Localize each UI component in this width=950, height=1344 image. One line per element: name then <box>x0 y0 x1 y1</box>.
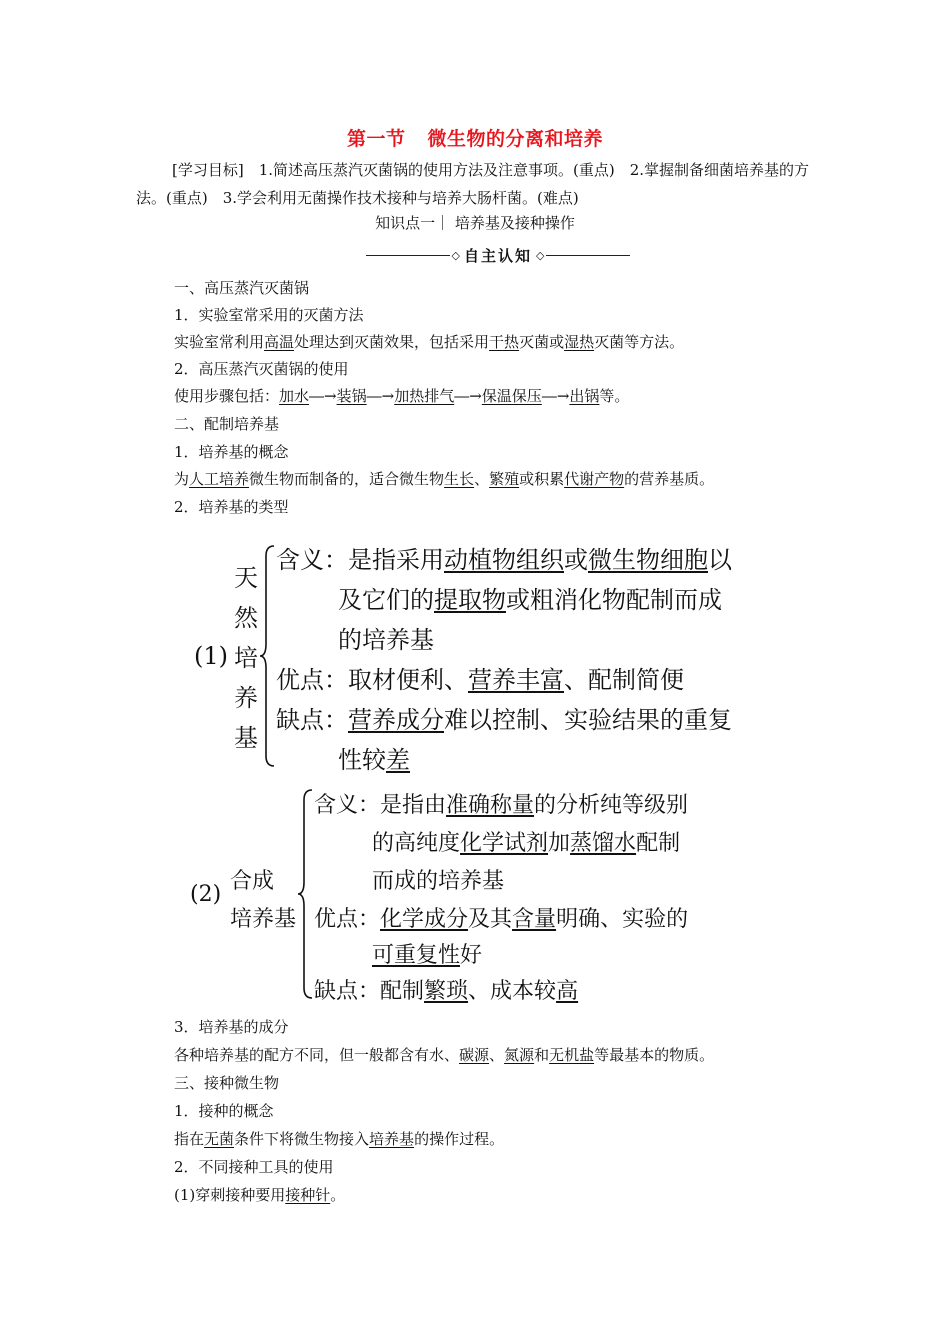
label-char: 基 <box>234 724 258 752</box>
sub-heading: 3．培养基的成分 <box>174 1018 289 1036</box>
disadvantages-line: 缺点：营养成分难以控制、实验结果的重复 <box>276 706 732 734</box>
answer-blank: 可重复性 <box>372 943 461 968</box>
answer-blank: 繁殖 <box>489 470 520 488</box>
arrow-icon: ―→ <box>366 387 395 405</box>
answer-blank: 无机盐 <box>549 1046 595 1064</box>
diamond-icon: ◇ <box>536 248 545 262</box>
sub-heading: 1．实验室常采用的灭菌方法 <box>174 306 364 324</box>
definition-line: 含义：是指采用动植物组织或微生物细胞以 <box>276 546 732 574</box>
answer-blank: 化学成分 <box>380 907 469 932</box>
answer-blank: 培养基 <box>369 1130 415 1148</box>
answer-blank: 人工培养 <box>189 470 250 488</box>
answer-blank: 碳源 <box>459 1046 490 1064</box>
answer-blank: 营养成分 <box>348 706 444 734</box>
answer-blank: 氮源 <box>504 1046 535 1064</box>
label-char: 培 <box>234 644 258 672</box>
disadvantages-line: 性较差 <box>338 746 410 774</box>
item-number: (1) <box>194 642 228 670</box>
answer-blank: 微生物细胞 <box>588 546 708 574</box>
paragraph: 指在无菌条件下将微生物接入培养基的操作过程。 <box>174 1130 505 1148</box>
learning-objectives: [学习目标] 1.简述高压蒸汽灭菌锅的使用方法及注意事项。(重点) 2.掌握制备细菌培养基的方法。(重点) 3.学会利用无菌操作技术接种与培养大肠杆菌。(难点) <box>136 161 810 207</box>
answer-blank: 差 <box>386 746 410 774</box>
definition-line: 而成的培养基 <box>372 869 505 894</box>
section-heading: 三、接种微生物 <box>174 1074 280 1092</box>
answer-blank: 高温 <box>264 333 295 351</box>
answer-blank: 化学试剂 <box>460 831 549 856</box>
answer-blank: 出锅 <box>569 387 600 405</box>
brace-icon <box>258 544 278 768</box>
diamond-icon: ◇ <box>451 248 460 262</box>
banner-rule-right <box>546 255 630 256</box>
item-number: (2) <box>190 882 222 907</box>
label-char: 养 <box>234 684 258 712</box>
answer-blank: 蒸馏水 <box>570 831 637 856</box>
definition-line: 含义：是指由准确称量的分析纯等级别 <box>314 793 689 818</box>
answer-blank: 高 <box>556 979 579 1004</box>
definition-line: 及它们的提取物或粗消化物配制而成 <box>338 586 722 614</box>
banner-rule-left <box>366 255 450 256</box>
answer-blank: 提取物 <box>434 586 506 614</box>
definition-line: 的培养基 <box>338 626 434 654</box>
answer-blank: 接种针 <box>285 1186 331 1204</box>
section-banner <box>366 244 630 266</box>
paragraph: 实验室常利用高温处理达到灭菌效果，包括采用干热灭菌或湿热灭菌等方法。 <box>174 333 685 351</box>
paragraph: 为人工培养微生物而制备的，适合微生物生长、繁殖或积累代谢产物的营养基质。 <box>174 470 715 488</box>
brace-icon <box>296 788 316 1000</box>
answer-blank: 装锅 <box>336 387 367 405</box>
advantages-line: 优点：取材便利、营养丰富、配制简便 <box>276 666 684 694</box>
answer-blank: 加热排气 <box>394 387 455 405</box>
advantages-line: 优点：化学成分及其含量明确、实验的 <box>314 907 689 932</box>
answer-blank: 无菌 <box>204 1130 235 1148</box>
label-char: 天 <box>234 564 258 592</box>
arrow-icon: ―→ <box>541 387 570 405</box>
arrow-icon: ―→ <box>309 387 337 405</box>
label-char: 然 <box>234 604 258 632</box>
page-title: 第一节 微生物的分离和培养 <box>346 128 604 150</box>
arrow-icon: ―→ <box>454 387 482 405</box>
sub-heading: 1．培养基的概念 <box>174 443 289 461</box>
sub-heading: 2．高压蒸汽灭菌锅的使用 <box>174 360 349 378</box>
answer-blank: 保温保压 <box>481 387 542 405</box>
section-heading: 一、高压蒸汽灭菌锅 <box>174 279 310 297</box>
steps-line: 使用步骤包括：加水―→装锅―→加热排气―→保温保压―→出锅等。 <box>174 387 630 405</box>
definition-line: 的高纯度化学试剂加蒸馏水配制 <box>372 831 681 856</box>
knowledge-point-heading: 知识点一｜ 培养基及接种操作 <box>375 214 575 232</box>
category-label: 培养基 <box>230 907 297 932</box>
disadvantages-line: 缺点：配制繁琐、成本较高 <box>314 979 579 1004</box>
sub-heading: 2．不同接种工具的使用 <box>174 1158 334 1176</box>
answer-blank: 营养丰富 <box>468 666 564 694</box>
answer-blank: 湿热 <box>564 333 595 351</box>
answer-blank: 动植物组织 <box>444 546 564 574</box>
answer-blank: 含量 <box>512 907 557 932</box>
answer-blank: 生长 <box>444 470 475 488</box>
sub-heading: 1．接种的概念 <box>174 1102 274 1120</box>
answer-blank: 干热 <box>489 333 520 351</box>
section-heading: 二、配制培养基 <box>174 415 280 433</box>
answer-blank: 准确称量 <box>446 793 535 818</box>
sub-heading: 2．培养基的类型 <box>174 498 289 516</box>
banner-title: 自主认知 <box>464 246 533 265</box>
advantages-line: 可重复性好 <box>372 943 483 968</box>
answer-blank: 繁琐 <box>424 979 469 1004</box>
paragraph: (1)穿刺接种要用接种针。 <box>174 1186 346 1204</box>
category-label: 合成 <box>230 869 275 894</box>
answer-blank: 代谢产物 <box>564 470 625 488</box>
answer-blank: 加水 <box>279 387 310 405</box>
paragraph: 各种培养基的配方不同，但一般都含有水、碳源、氮源和无机盐等最基本的物质。 <box>174 1046 715 1064</box>
